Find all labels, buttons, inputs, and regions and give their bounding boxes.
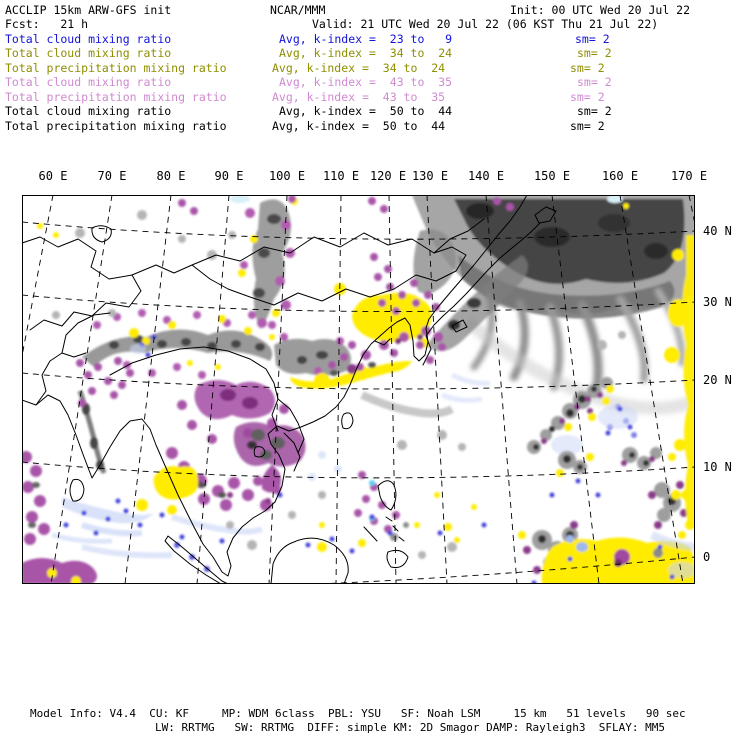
header-line-1 xyxy=(0,4,740,18)
field-label: Total precipitation mixing ratio xyxy=(5,119,227,133)
field-stats: Avg, k-index = 43 to 35 xyxy=(279,75,453,89)
lon-tick-label: 160 E xyxy=(601,169,639,183)
lon-tick-label: 130 E xyxy=(411,169,449,183)
lon-tick-label: 80 E xyxy=(156,169,186,183)
legend-row xyxy=(0,120,740,134)
field-sm: sm= 2 xyxy=(575,32,610,46)
legend-row xyxy=(0,33,740,47)
lon-tick-label: 90 E xyxy=(214,169,244,183)
legend-row xyxy=(0,105,740,119)
header-line-2 xyxy=(0,18,740,32)
lon-tick-label: 60 E xyxy=(38,169,68,183)
lat-tick-label: 30 N xyxy=(703,295,732,309)
field-stats: Avg, k-index = 23 to 9 xyxy=(279,32,453,46)
lon-tick-label: 70 E xyxy=(97,169,127,183)
field-label: Total precipitation mixing ratio xyxy=(5,61,227,75)
field-label: Total cloud mixing ratio xyxy=(5,104,172,118)
legend-row xyxy=(0,62,740,76)
field-sm: sm= 2 xyxy=(577,75,612,89)
field-sm: sm= 2 xyxy=(577,104,612,118)
lat-tick-label: 40 N xyxy=(703,224,732,238)
org-label: NCAR/MMM xyxy=(270,3,326,17)
field-shading xyxy=(22,195,696,585)
lon-tick-label: 150 E xyxy=(533,169,571,183)
field-sm: sm= 2 xyxy=(570,90,605,104)
field-label: Total cloud mixing ratio xyxy=(5,75,172,89)
legend-row xyxy=(0,91,740,105)
valid-time: Valid: 21 UTC Wed 20 Jul 22 (06 KST Thu 21 Jul 22) xyxy=(312,17,659,31)
field-label: Total precipitation mixing ratio xyxy=(5,90,227,104)
field-sm: sm= 2 xyxy=(570,61,605,75)
model-info-line: Model Info: V4.4 CU: KF MP: WDM 6class PBL: YSU SF: Noah LSM 15 km 51 levels 90 sec xyxy=(30,707,686,720)
lat-tick-label: 0 xyxy=(703,550,711,564)
lat-tick-label: 20 N xyxy=(703,373,732,387)
lat-tick-label: 10 N xyxy=(703,460,732,474)
field-stats: Avg, k-index = 50 to 44 xyxy=(272,119,446,133)
lon-tick-label: 140 E xyxy=(467,169,505,183)
lon-tick-label: 100 E xyxy=(268,169,306,183)
field-stats: Avg, k-index = 34 to 24 xyxy=(279,46,453,60)
field-stats: Avg, k-index = 50 to 44 xyxy=(279,104,453,118)
field-stats: Avg, k-index = 43 to 35 xyxy=(272,90,446,104)
init-time: Init: 00 UTC Wed 20 Jul 22 xyxy=(510,3,691,17)
field-sm: sm= 2 xyxy=(570,119,605,133)
field-sm: sm= 2 xyxy=(577,46,612,60)
lon-tick-label: 110 E xyxy=(322,169,360,183)
lon-tick-label: 120 E xyxy=(369,169,407,183)
legend-row xyxy=(0,47,740,61)
legend-row xyxy=(0,76,740,90)
field-label: Total cloud mixing ratio xyxy=(5,32,172,46)
lon-tick-label: 170 E xyxy=(670,169,708,183)
map-canvas xyxy=(22,195,696,585)
forecast-hour: Fcst: 21 h xyxy=(5,17,89,31)
field-label: Total cloud mixing ratio xyxy=(5,46,172,60)
model-title: ACCLIP 15km ARW-GFS init xyxy=(5,3,172,17)
field-stats: Avg, k-index = 34 to 24 xyxy=(272,61,446,75)
physics-info-line: LW: RRTMG SW: RRTMG DIFF: simple KM: 2D Smagor DAMP: Rayleigh3 SFLAY: MM5 xyxy=(155,721,665,734)
